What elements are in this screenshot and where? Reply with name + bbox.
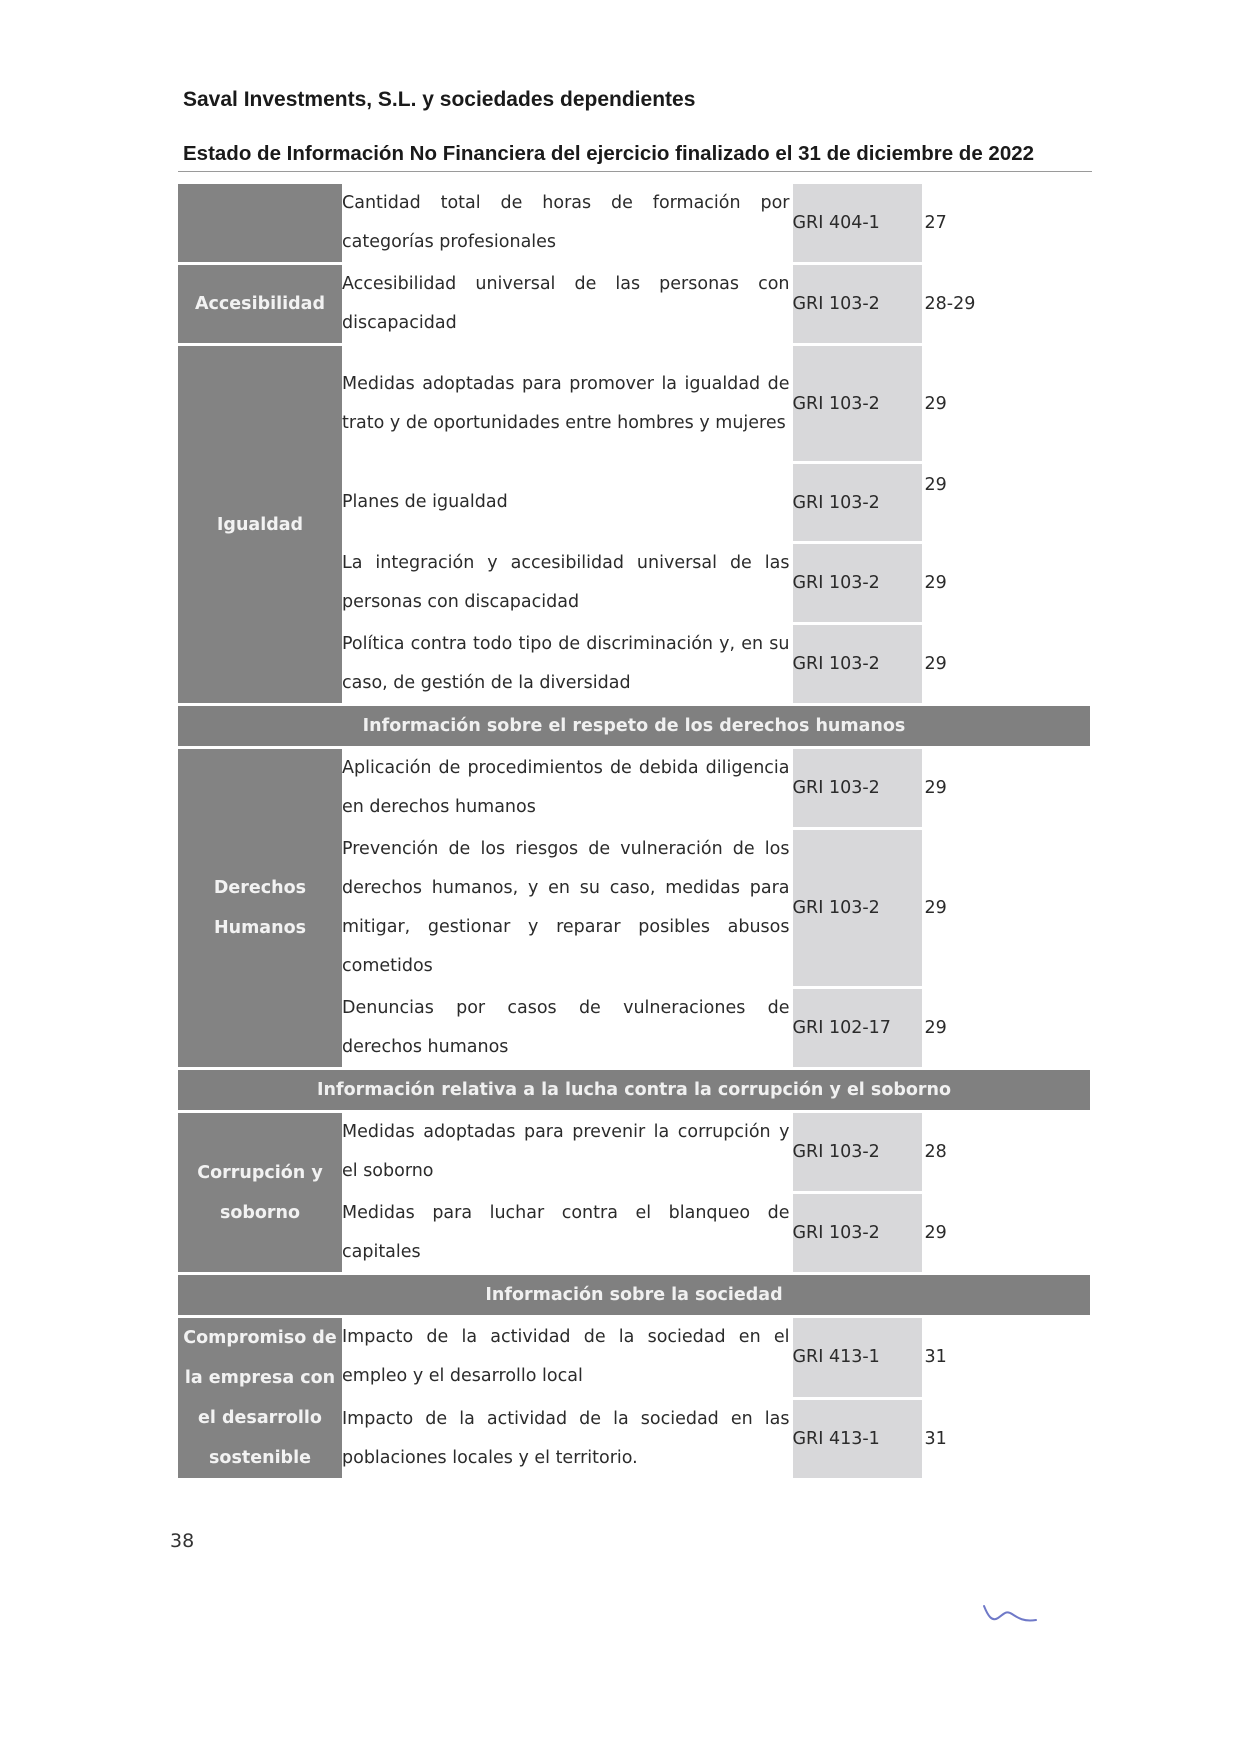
- indicator-description: Aplicación de procedimientos de debida diligencia en derechos humanos: [342, 748, 791, 829]
- indicator-description: Prevención de los riesgos de vulneración de los derechos humanos, y en su caso, medidas para mitigar, gestionar y reparar posibles abusos cometidos: [342, 829, 791, 988]
- gri-code: GRI 103-2: [791, 543, 923, 624]
- indicator-description: Accesibilidad universal de las personas con discapacidad: [342, 264, 791, 345]
- gri-code: GRI 103-2: [791, 748, 923, 829]
- gri-code: GRI 103-2: [791, 1112, 923, 1193]
- indicator-description: Medidas adoptadas para promover la igualdad de trato y de oportunidades entre hombres y mujeres: [342, 345, 791, 463]
- page-number: 38: [170, 1530, 195, 1552]
- indicator-description: La integración y accesibilidad universal de las personas con discapacidad: [342, 543, 791, 624]
- page-reference: 28: [923, 1112, 1090, 1193]
- table-row: [178, 264, 1090, 345]
- section-header-row: [178, 1274, 1090, 1317]
- category-derechos-humanos: Derechos Humanos: [178, 748, 342, 1069]
- page-reference: 29: [923, 543, 1090, 624]
- indicator-description: Denuncias por casos de vulneraciones de derechos humanos: [342, 988, 791, 1069]
- gri-code: GRI 103-2: [791, 345, 923, 463]
- company-name: Saval Investments, S.L. y sociedades dependientes: [183, 88, 696, 111]
- indicator-description: Cantidad total de horas de formación por categorías profesionales: [342, 184, 791, 264]
- gri-code: GRI 413-1: [791, 1317, 923, 1399]
- page-reference: 31: [923, 1398, 1090, 1480]
- indicator-description: Política contra todo tipo de discriminación y, en su caso, de gestión de la diversidad: [342, 624, 791, 705]
- gri-code: GRI 103-2: [791, 624, 923, 705]
- category-igualdad: Igualdad: [178, 345, 342, 705]
- page-reference: 29: [923, 988, 1090, 1069]
- page-reference: 28-29: [923, 264, 1090, 345]
- indicators-table: [178, 184, 1090, 1481]
- table-row: [178, 748, 1090, 829]
- table-row: [178, 345, 1090, 463]
- signature-mark: [980, 1600, 1040, 1630]
- category-accesibilidad: Accesibilidad: [178, 264, 342, 345]
- section-sociedad: Información sobre la sociedad: [178, 1274, 1090, 1317]
- gri-code: GRI 103-2: [791, 1193, 923, 1274]
- page-reference: 29: [923, 624, 1090, 705]
- page-reference: 29: [923, 1193, 1090, 1274]
- gri-code: GRI 103-2: [791, 463, 923, 543]
- gri-code: GRI 404-1: [791, 184, 923, 264]
- page-reference-value: 29: [924, 474, 947, 495]
- indicator-description: Impacto de la actividad de la sociedad en las poblaciones locales y el territorio.: [342, 1398, 791, 1480]
- section-header-row: [178, 1069, 1090, 1112]
- table-row: [178, 1112, 1090, 1193]
- gri-code: GRI 103-2: [791, 829, 923, 988]
- category-corrupcion: Corrupción y soborno: [178, 1112, 342, 1274]
- page-reference: 27: [923, 184, 1090, 264]
- category-compromiso: Compromiso de la empresa con el desarrollo sostenible: [178, 1317, 342, 1480]
- indicator-description: Medidas para luchar contra el blanqueo de capitales: [342, 1193, 791, 1274]
- page-reference: 29: [923, 748, 1090, 829]
- gri-code: GRI 413-1: [791, 1398, 923, 1480]
- gri-code: GRI 103-2: [791, 264, 923, 345]
- section-corrupcion: Información relativa a la lucha contra la corrupción y el soborno: [178, 1069, 1090, 1112]
- indicator-description: Planes de igualdad: [342, 463, 791, 543]
- document-title: Estado de Información No Financiera del ejercicio finalizado el 31 de diciembre de 2022: [183, 142, 1035, 165]
- page-reference: 31: [923, 1317, 1090, 1399]
- table-row: [178, 1317, 1090, 1399]
- page-reference: 29: [923, 345, 1090, 463]
- indicator-description: Medidas adoptadas para prevenir la corrupción y el soborno: [342, 1112, 791, 1193]
- category-cell-empty: [178, 184, 342, 264]
- indicator-description: Impacto de la actividad de la sociedad en el empleo y el desarrollo local: [342, 1317, 791, 1399]
- gri-code: GRI 102-17: [791, 988, 923, 1069]
- table-row: [178, 184, 1090, 264]
- page-reference: 29: [923, 829, 1090, 988]
- title-divider: [178, 171, 1092, 172]
- section-header-row: [178, 705, 1090, 748]
- section-derechos-humanos: Información sobre el respeto de los derechos humanos: [178, 705, 1090, 748]
- page-reference: [923, 463, 1090, 543]
